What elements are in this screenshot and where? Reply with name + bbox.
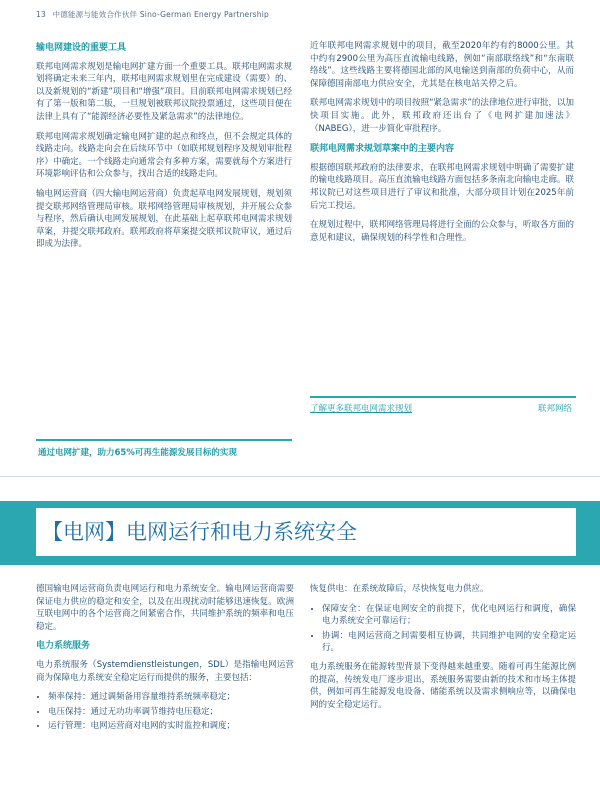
left-paragraph: 联邦电网需求规划是输电网扩建方面一个重要工具。联邦电网需求规划将确定未来三年内，联邦电网需求规划里在完成建设（需要）的、以及新规划的“新建”项目和“增强”项目。目前联邦电网需求规划已经有了第一版和第二版，一旦规划被联邦议院投票通过，这些项目便在法律上具有了“能源经济必要性及紧急需求”的法律地位。 [36, 61, 292, 122]
list-item: • 运行管理：电网运营商对电网的实时监控和调度； [48, 720, 294, 733]
system-services-paragraph: 电力系统服务（Systemdienstleistungen，SDL）是指输电网运营商为保障电力系统安全稳定运行而提供的服务，主要包括： [36, 659, 294, 683]
source-link[interactable]: 联邦网络 [537, 404, 572, 414]
right-column [310, 40, 574, 251]
system-services-heading: 电力系统服务 [36, 641, 91, 652]
right-paragraph: 在规划过程中，联邦网络管理局将进行全面的公众参与，听取各方面的意见和建议，确保规划的科学性和合理性。 [310, 220, 574, 243]
section-intro: 德国输电网运营商负责电网运行和电力系统安全。输电网运营商需要保证电力供应的稳定和安全，以及在出现扰动时能够迅速恢复。欧洲互联电网中的各个运营商之间紧密合作，共同维护系统的频率和电压稳定。 [36, 584, 294, 632]
right-list [310, 603, 576, 655]
right-paragraph: 根据德国联邦政府的法律要求，在联邦电网需求规划中明确了需要扩建的输电线路项目。高压直流输电线路方面包括多条南北向输电走廊。联邦议院已对这些项目进行了审议和批准，大部分项目计划在2025年前后完工投运。 [310, 162, 574, 211]
section-right-column [310, 583, 576, 718]
list-item: • 电压保持：通过无功功率调节维持电压稳定； [48, 706, 294, 719]
right-paragraph: 近年联邦电网需求规划中的项目，截至2020年约有约8000公里。其中约有2900公里为高压直流输电线路，例如“南部联络线”和“东南联络线”。这些线路主要将德国北部的风电输送到南部的负荷中心，从而保障德国南部电力供应安全，尤其是在核电站关停之后。 [310, 41, 574, 89]
section-title: 【电网】电网运行和电力系统安全 [36, 508, 576, 556]
more-info-link[interactable]: 了解更多联邦电网需求规划 [310, 404, 413, 414]
left-paragraph: 输电网运营商（四大输电网运营商）负责起草电网发展规划，规划须提交联邦网络管理局审核。联邦网络管理局审核规划，并开展公众参与程序，然后确认电网发展规划，在此基础上起草联邦电网需求规划草案，并提交联邦政府。联邦政府将草案提交联邦议院审议，通过后即成为法律。 [36, 188, 292, 250]
grid-tool-heading: 输电网建设的重要工具 [36, 43, 127, 53]
right-paragraph: 电力系统服务在能源转型背景下变得越来越重要。随着可再生能源比例的提高，传统发电厂逐步退出，系统服务需要由新的技术和市场主体提供，例如可再生能源发电设备、储能系统以及需求侧响应等，以确保电网的安全稳定运行。 [310, 661, 576, 710]
page-number: 13 [36, 10, 46, 19]
header-title: 中德能源与能效合作伙伴 Sino-German Energy Partnership [52, 10, 269, 19]
section-left-column [36, 583, 294, 739]
callout-text: 通过电网扩建，助力65%可再生能源发展目标的实现 [38, 448, 237, 458]
list-item: • 协调：电网运营商之间需要相互协调，共同维护电网的安全稳定运行。 [322, 630, 576, 655]
left-paragraph: 联邦电网需求规划确定输电网扩建的起点和终点，但不会规定具体的线路走向。线路走向会在后续环节中（如联邦规划程序及规划审批程序）中确定。一个线路走向通常会有多种方案，需要就每个方案进行环境影响评估和公众参与，找出合适的线路走向。 [36, 131, 292, 180]
list-item: • 保障安全：在保证电网安全的前提下，优化电网运行和调度，确保电力系统安全可靠运行； [322, 603, 576, 628]
list-item: • 频率保持：通过调频备用容量维持系统频率稳定； [48, 691, 294, 704]
system-services-list [36, 691, 294, 733]
left-column [36, 42, 292, 258]
page-header [36, 9, 269, 20]
link-rule [310, 396, 576, 398]
plan-contents-heading: 联邦电网需求规划草案中的主要内容 [310, 144, 455, 155]
callout-rule [36, 439, 292, 441]
right-top-text: 恢复供电：在系统故障后，尽快恢复电力供应。 [310, 584, 489, 594]
right-paragraph: 联邦电网需求规划中的项目按照“紧急需求”的法律地位进行审批，以加快项目实施。此外，联邦政府还出台了《电网扩建加速法》（NABEG），进一步简化审批程序。 [310, 98, 574, 134]
page-divider [0, 476, 600, 477]
